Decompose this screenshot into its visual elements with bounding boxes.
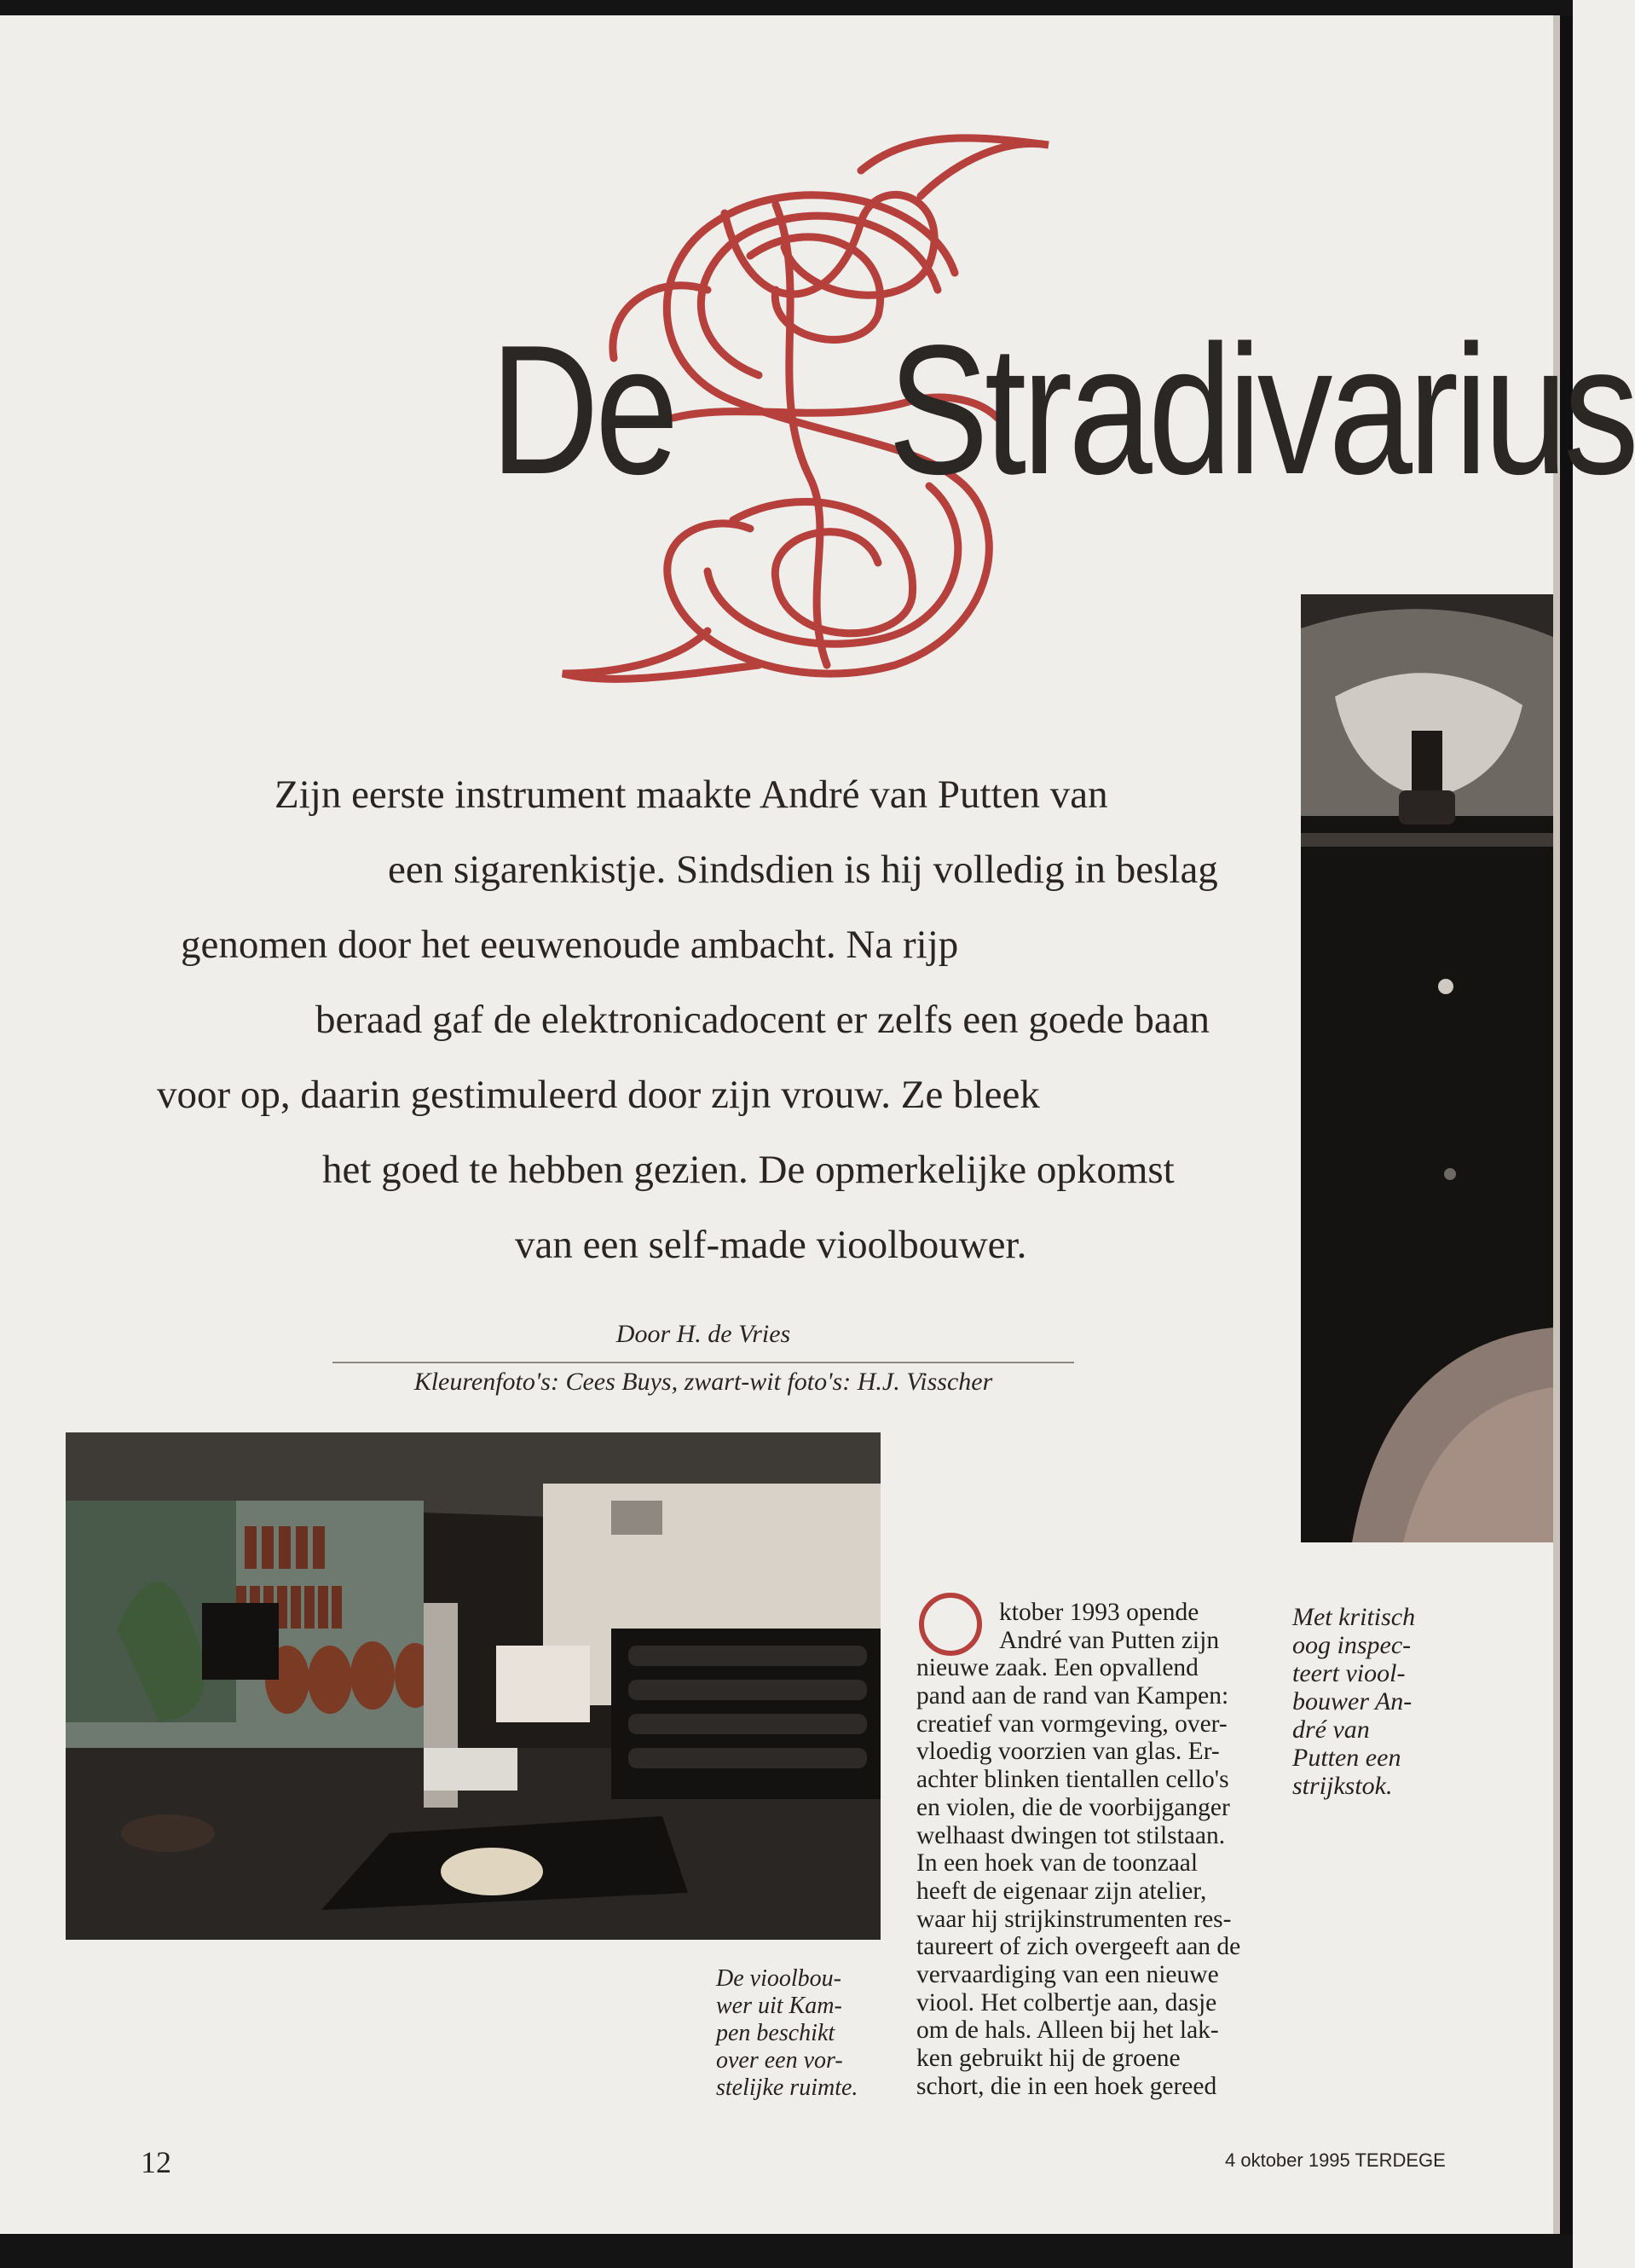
caption-line: over een vor- [716,2047,843,2074]
body-line: nieuwe zaak. Een opvallend [916,1654,1199,1682]
caption-line: bouwer An- [1292,1687,1413,1715]
caption-line: strijkstok. [1292,1772,1393,1800]
body-line: creatief van vormgeving, over- [916,1710,1228,1738]
page-number: 12 [141,2145,171,2179]
lead-line: voor op, daarin gestimuleerd door zijn vrouw. Ze bleek [157,1073,1040,1117]
lead-line: genomen door het eeuwenoude ambacht. Na rijp [181,923,959,967]
issue-footer: 4 oktober 1995 TERDEGE [1225,2149,1446,2171]
caption-line: pen beschikt [716,2020,835,2046]
body-line: ktober 1993 opende [999,1599,1199,1626]
photo-credit: Kleurenfoto's: Cees Buys, zwart-wit foto's: H.J. Visscher [413,1368,993,1396]
scan-border-bottom [0,2234,1573,2268]
caption-line: Putten een [1292,1744,1401,1772]
body-line: om de hals. Alleen bij het lak- [916,2016,1219,2045]
body-line: viool. Het colbertje aan, dasje [916,1988,1217,2016]
article-headline [490,306,1635,512]
caption-violin-maker [1292,1603,1463,1800]
caption-line: De vioolbou- [716,1965,841,1992]
body-line: schort, die in een hoek gereed [916,2072,1217,2100]
caption-line: teert viool- [1292,1659,1406,1687]
body-line: heeft de eigenaar zijn atelier, [916,1877,1207,1905]
caption-line: wer uit Kam- [716,1993,842,2019]
body-line: en violen, die de voorbijganger [916,1793,1230,1821]
credit-divider [332,1362,1074,1363]
body-line: vloedig voorzien van glas. Er- [916,1738,1220,1766]
scan-border-top [0,0,1573,15]
body-line: vervaardiging van een nieuwe [916,1960,1219,1988]
caption-line: dré van [1292,1715,1370,1744]
caption-line: Met kritisch [1292,1603,1416,1631]
body-line: taureert of zich overgeeft aan de [916,1933,1241,1961]
body-line: pand aan de rand van Kampen: [916,1682,1229,1710]
lead-line: Zijn eerste instrument maakte André van Putten van [274,772,1108,817]
lead-line: beraad gaf de elektronicadocent er zelfs een goede baan [315,998,1210,1042]
caption-line: stelijke ruimte. [716,2074,858,2101]
lead-line: een sigarenkistje. Sindsdien is hij volledig in beslag [388,848,1218,892]
body-line: achter blinken tientallen cello's [916,1766,1229,1794]
photo-violin-maker [1301,594,1553,1542]
headline-word-stradivarius: Stradivarius [887,306,1635,512]
caption-line: oog inspec- [1292,1631,1412,1659]
lead-line: van een self-made vioolbouwer. [515,1223,1027,1267]
body-text-column [916,1599,1274,2100]
byline: Door H. de Vries [615,1320,791,1348]
body-line: waar hij strijkinstrumenten res- [916,1905,1232,1933]
photo-showroom [66,1432,881,1940]
caption-showroom [716,1965,882,2102]
headline-word-de: De [490,306,675,512]
body-line: welhaast dwingen tot stilstaan. [916,1821,1226,1849]
lead-line: het goed te hebben gezien. De opmerkelijke opkomst [322,1148,1175,1192]
body-line: André van Putten zijn [999,1626,1220,1654]
ornament-stroke-top-curl [861,138,1049,196]
body-line: ken gebruikt hij de groene [916,2045,1181,2072]
body-line: In een hoek van de toonzaal [916,1849,1199,1877]
